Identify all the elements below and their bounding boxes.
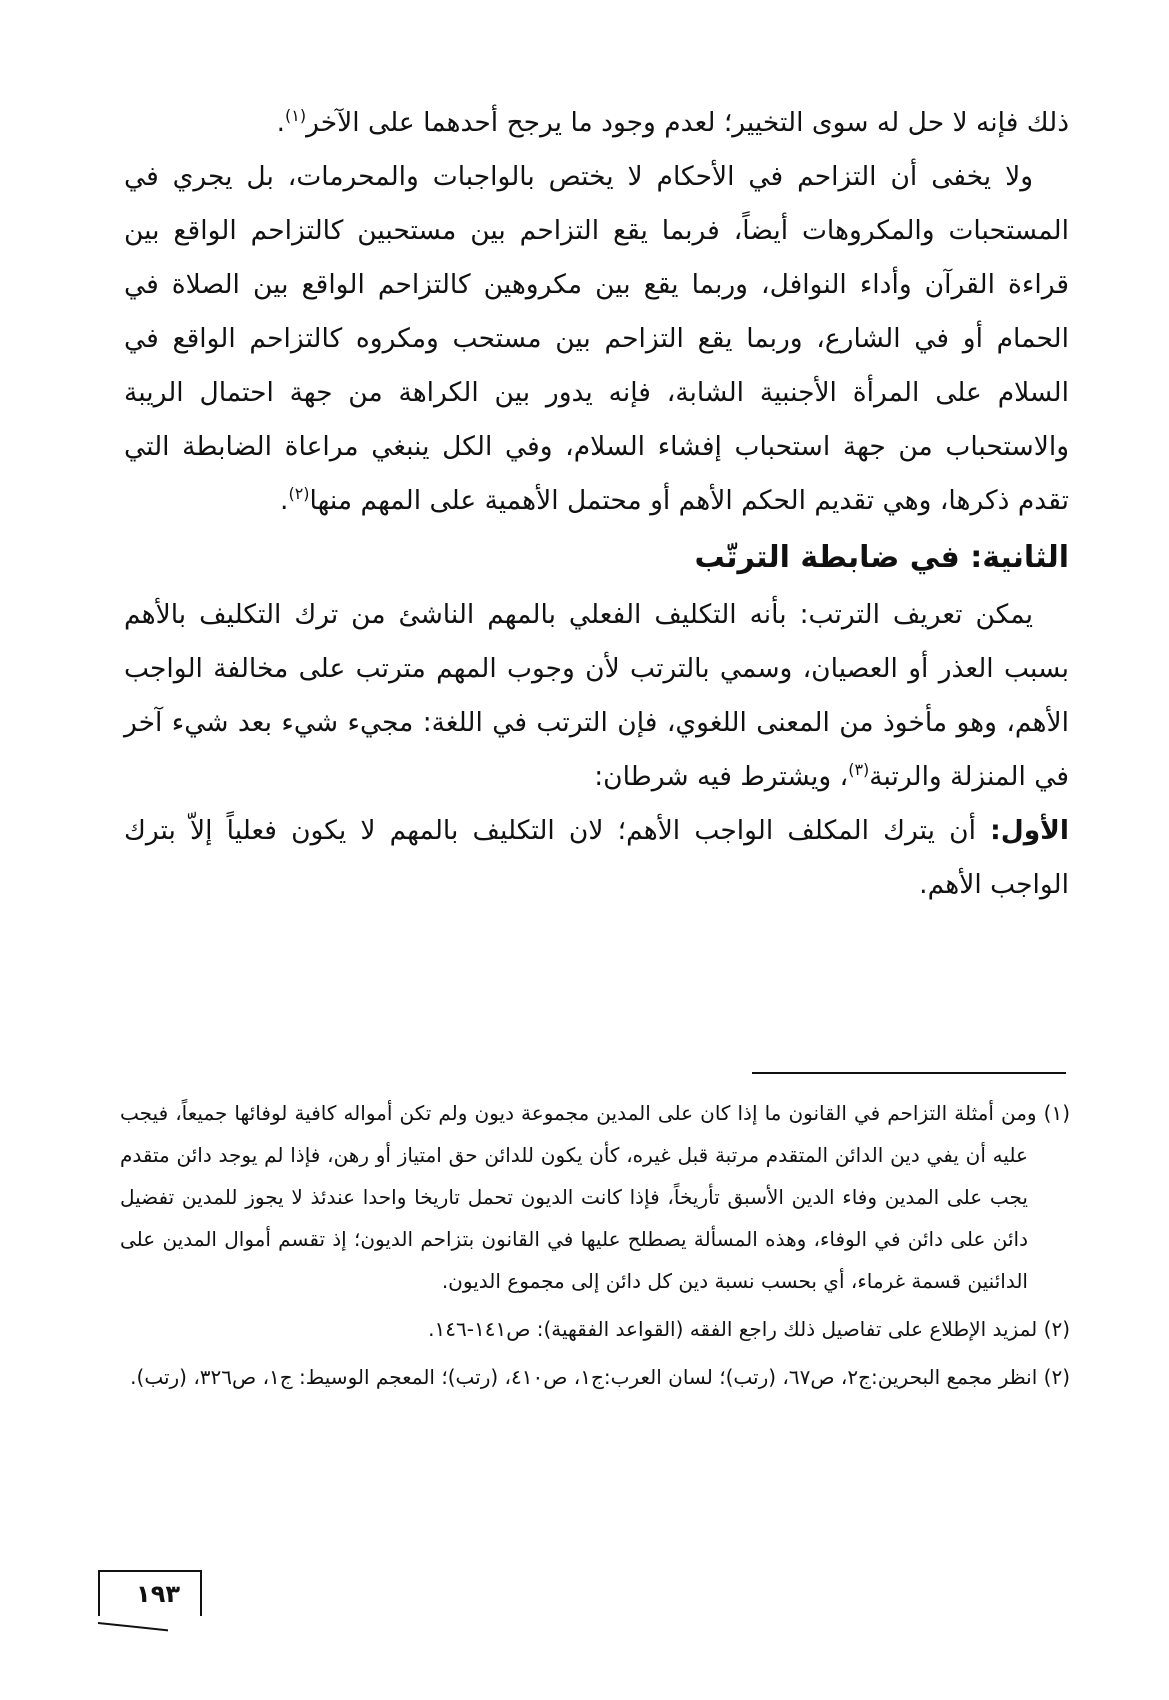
page-number-frame (98, 1570, 202, 1616)
paragraph-4-lead: الأول: (990, 815, 1069, 846)
footnote-1: (١) ومن أمثلة التزاحم في القانون ما إذا كان على المدين مجموعة ديون ولم تكن أمواله كافية لوفائها جميعاً، فيجب عليه أن يفي دين الدائن المتقدم مرتبة قبل غيره، كأن يكون للدائن حق امتياز أو رهن، فإذا لم يوجد دائن متقدم يجب على المدين وفاء الدين الأسبق تأريخاً، فإذا كانت الديون تحمل تاريخا واحدا عندئذ لا يجوز للمدين تفضيل دائن على دائن في الوفاء، وهذه المسألة يصطلح عليها في القانون بتزاحم الديون؛ إذ تقسم أموال المدين على الدائنين قسمة غرماء، أي بحسب نسبة دين كل دائن إلى مجموع الديون. (120, 1101, 1070, 1293)
page-number: ١٩٣ (136, 1580, 180, 1608)
paragraph-2-end: . (280, 485, 289, 516)
footnote-divider (752, 1072, 1066, 1074)
paragraph-3 (124, 588, 1069, 804)
paragraph-2-text: ولا يخفى أن التزاحم في الأحكام لا يختص بالواجبات والمحرمات، بل يجري في المستحبات والمكروهات أيضاً، فربما يقع التزاحم بين مستحبين كالتزاحم الواقع بين قراءة القرآن وأداء النوافل، وربما يقع بين مكروهين كالتزاحم الواقع بين الصلاة في الحمام أو في الشارع، وربما يقع التزاحم بين مستحب ومكروه كالتزاحم الواقع في السلام على المرأة الأجنبية الشابة، فإنه يدور بين الكراهة من جهة احتمال الريبة والاستحباب من جهة استحباب إفشاء السلام، وفي الكل ينبغي مراعاة الضابطة التي تقدم ذكرها، وهي تقديم الحكم الأهم أو محتمل الأهمية على المهم منها (124, 161, 1069, 516)
footnotes (120, 1092, 1070, 1404)
paragraph-1 (124, 96, 1069, 150)
main-text (124, 96, 1069, 912)
footnote-2: (٢) لمزيد الإطلاع على تفاصيل ذلك راجع الفقه (القواعد الفقهية): ص١٤١-١٤٦. (428, 1317, 1070, 1341)
footnote-ref-2: (٢) (288, 484, 310, 504)
paragraph-4-text: أن يترك المكلف الواجب الأهم؛ لان التكليف بالمهم لا يكون فعلياً إلاّ بترك الواجب الأهم. (124, 815, 1069, 900)
paragraph-4 (124, 804, 1069, 912)
section-heading: الثانية: في ضابطة الترتّب (694, 540, 1069, 575)
footnote-ref-3: (٣) (848, 760, 870, 780)
paragraph-3-end: ، ويشترط فيه شرطان: (594, 761, 849, 792)
paragraph-3-text: يمكن تعريف الترتب: بأنه التكليف الفعلي بالمهم الناشئ من ترك التكليف بالأهم بسبب العذر أو العصيان، وسمي بالترتب لأن وجوب المهم مترتب على مخالفة الواجب الأهم، وهو مأخوذ من المعنى اللغوي، فإن الترتب في اللغة: مجيء شيء بعد شيء آخر في المنزلة والرتبة (124, 599, 1069, 792)
paragraph-1-text: ذلك فإنه لا حل له سوى التخيير؛ لعدم وجود ما يرجح أحدهما على الآخر (306, 107, 1069, 138)
paragraph-2 (124, 150, 1069, 528)
paragraph-1-end: . (276, 107, 286, 138)
footnote-3: (٢) انظر مجمع البحرين:ج٢، ص٦٧، (رتب)؛ لسان العرب:ج١، ص٤١٠، (رتب)؛ المعجم الوسيط: ج١، ص٣٢٦، (رتب). (130, 1365, 1070, 1389)
footnote-ref-1: (١) (285, 106, 307, 126)
